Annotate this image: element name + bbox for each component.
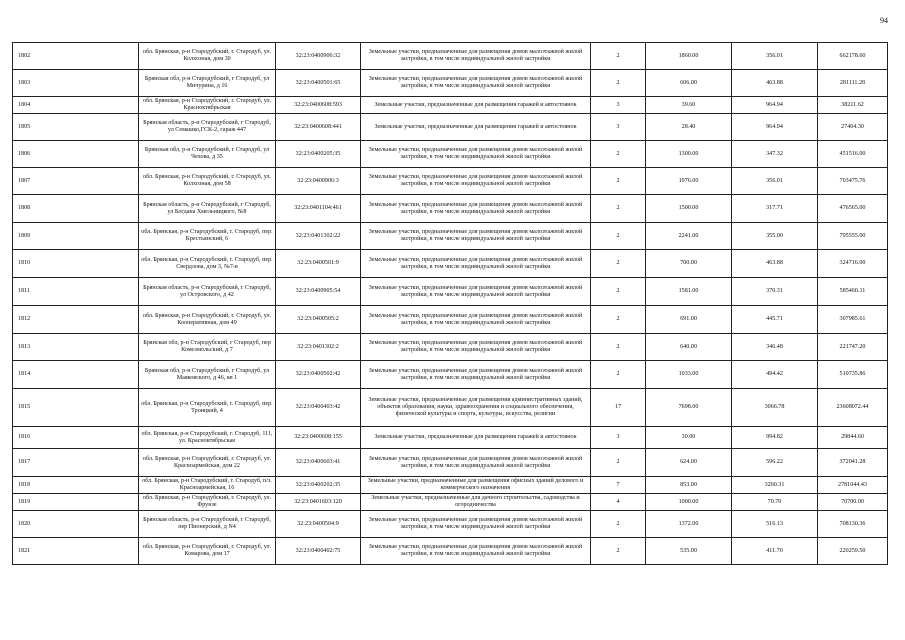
area-cell: 1033.00 <box>646 361 732 389</box>
address-cell: обл. Брянская, р-н Стародубский, г. Стародуб, пер. Свердлова, дом 3, №7-в <box>139 250 276 278</box>
specific-value-cell: 3260.31 <box>732 477 818 494</box>
address-cell: Брянская область, р-н Стародубский, г Стародуб, пер Пионерский, д N4 <box>139 511 276 538</box>
use-class-cell: 2 <box>591 278 646 306</box>
area-cell: 1976.00 <box>646 168 732 195</box>
table-row <box>13 427 888 449</box>
use-class-cell: 2 <box>591 361 646 389</box>
address-cell: обл. Брянская, р-н Стародубский, г. Стародуб, ул. Комарова, дом 17 <box>139 538 276 565</box>
cadastral-value-cell: 38211.62 <box>818 97 888 114</box>
address-cell: обл. Брянская, р-н Стародубский, г. Стародуб, ул. Колхозная, дом 30 <box>139 43 276 70</box>
use-class-cell: 2 <box>591 538 646 565</box>
cadastral-number-cell: 32:23:0400501:9 <box>276 250 361 278</box>
address-cell: обл. Брянская, р-н Стародубский, г. Стародуб, ул. Колхозная, дом 58 <box>139 168 276 195</box>
cadastral-number-cell: 32:23:0400608:155 <box>276 427 361 449</box>
table-row <box>13 511 888 538</box>
table-row <box>13 141 888 168</box>
table-row <box>13 195 888 223</box>
cadastral-value-cell: 221747.20 <box>818 334 888 361</box>
row-id-cell: 1809 <box>13 223 139 250</box>
land-use-cell: Земельные участки, предназначенные для размещения домов малоэтажной жилой застройки, в том числе индивидуальной жилой застройки <box>361 361 591 389</box>
row-id-cell: 1802 <box>13 43 139 70</box>
cadastral-value-cell: 307985.61 <box>818 306 888 334</box>
cadastral-number-cell: 32:23:0401302:22 <box>276 223 361 250</box>
table-row <box>13 494 888 511</box>
land-use-cell: Земельные участки, предназначенные для размещения домов малоэтажной жилой застройки, в том числе индивидуальной жилой застройки <box>361 43 591 70</box>
area-cell: 1300.00 <box>646 141 732 168</box>
row-id-cell: 1808 <box>13 195 139 223</box>
cadastral-number-cell: 32:23:0400501:65 <box>276 70 361 97</box>
table-row <box>13 306 888 334</box>
cadastral-value-cell: 510735.86 <box>818 361 888 389</box>
table-row <box>13 361 888 389</box>
area-cell: 1372.00 <box>646 511 732 538</box>
cadastral-number-cell: 32:23:0400906:32 <box>276 43 361 70</box>
address-cell: Брянская область, р-н Стародубский, г Стародуб, ул Семашко,ГСК-2, гараж 447 <box>139 114 276 141</box>
specific-value-cell: 356.01 <box>732 43 818 70</box>
row-id-cell: 1821 <box>13 538 139 565</box>
specific-value-cell: 347.32 <box>732 141 818 168</box>
land-use-cell: Земельные участки, предназначенные для размещения домов малоэтажной жилой застройки, в том числе индивидуальной жилой застройки <box>361 334 591 361</box>
row-id-cell: 1803 <box>13 70 139 97</box>
specific-value-cell: 3066.78 <box>732 389 818 427</box>
row-id-cell: 1811 <box>13 278 139 306</box>
land-use-cell: Земельные участки, предназначенные для размещения домов малоэтажной жилой застройки, в том числе индивидуальной жилой застройки <box>361 511 591 538</box>
cadastral-value-cell: 703475.76 <box>818 168 888 195</box>
area-cell: 30.00 <box>646 427 732 449</box>
row-id-cell: 1806 <box>13 141 139 168</box>
row-id-cell: 1810 <box>13 250 139 278</box>
table-body <box>13 43 888 565</box>
table-row <box>13 278 888 306</box>
area-cell: 640.00 <box>646 334 732 361</box>
specific-value-cell: 964.94 <box>732 97 818 114</box>
use-class-cell: 2 <box>591 449 646 477</box>
land-use-cell: Земельные участки, предназначенные для размещения домов малоэтажной жилой застройки, в том числе индивидуальной жилой застройки <box>361 306 591 334</box>
land-use-cell: Земельные участки, предназначенные для дачного строительства, садоводства и огородничества <box>361 494 591 511</box>
specific-value-cell: 355.00 <box>732 223 818 250</box>
use-class-cell: 2 <box>591 141 646 168</box>
area-cell: 700.00 <box>646 250 732 278</box>
cadastral-number-cell: 32:23:0400403:42 <box>276 389 361 427</box>
cadastral-value-cell: 220259.50 <box>818 538 888 565</box>
row-id-cell: 1819 <box>13 494 139 511</box>
use-class-cell: 3 <box>591 427 646 449</box>
row-id-cell: 1820 <box>13 511 139 538</box>
cadastral-value-cell: 795555.00 <box>818 223 888 250</box>
table-row <box>13 43 888 70</box>
use-class-cell: 2 <box>591 334 646 361</box>
area-cell: 624.00 <box>646 449 732 477</box>
land-use-cell: Земельные участки, предназначенные для размещения гаражей и автостоянок <box>361 97 591 114</box>
use-class-cell: 3 <box>591 97 646 114</box>
address-cell: обл. Брянская, р-н Стародубский, г. Стародуб, п/з. Красноармейская, 16 <box>139 477 276 494</box>
specific-value-cell: 411.70 <box>732 538 818 565</box>
address-cell: Брянская область, р-н Стародубский, г Стародуб, ул Островского, д 42 <box>139 278 276 306</box>
cadastral-value-cell: 70700.00 <box>818 494 888 511</box>
row-id-cell: 1805 <box>13 114 139 141</box>
row-id-cell: 1817 <box>13 449 139 477</box>
cadastral-number-cell: 32:23:0400202:35 <box>276 477 361 494</box>
land-use-cell: Земельные участки, предназначенные для размещения домов малоэтажной жилой застройки, в том числе индивидуальной жилой застройки <box>361 250 591 278</box>
page-number: 94 <box>880 16 888 25</box>
cadastral-number-cell: 32:23:0400608:593 <box>276 97 361 114</box>
use-class-cell: 2 <box>591 306 646 334</box>
row-id-cell: 1816 <box>13 427 139 449</box>
use-class-cell: 2 <box>591 195 646 223</box>
table-row <box>13 223 888 250</box>
address-cell: обл. Брянская, р-н Стародубский, г. Стародуб, ул. Кооперативная, дом 49 <box>139 306 276 334</box>
area-cell: 535.00 <box>646 538 732 565</box>
specific-value-cell: 516.13 <box>732 511 818 538</box>
use-class-cell: 2 <box>591 168 646 195</box>
row-id-cell: 1813 <box>13 334 139 361</box>
cadastral-number-cell: 32:23:0400608:441 <box>276 114 361 141</box>
specific-value-cell: 494.42 <box>732 361 818 389</box>
use-class-cell: 2 <box>591 511 646 538</box>
row-id-cell: 1812 <box>13 306 139 334</box>
cadastral-value-cell: 372041.28 <box>818 449 888 477</box>
land-use-cell: Земельные участки, предназначенные для размещения домов малоэтажной жилой застройки, в том числе индивидуальной жилой застройки <box>361 449 591 477</box>
table-row <box>13 250 888 278</box>
cadastral-number-cell: 32:23:0401603:120 <box>276 494 361 511</box>
row-id-cell: 1814 <box>13 361 139 389</box>
address-cell: обл. Брянская, р-н Стародубский, г. Стародуб, ул. Красноармейская, дом 22 <box>139 449 276 477</box>
area-cell: 1000.00 <box>646 494 732 511</box>
cadastral-number-cell: 32:23:0400205:35 <box>276 141 361 168</box>
cadastral-value-cell: 2781044.43 <box>818 477 888 494</box>
use-class-cell: 2 <box>591 223 646 250</box>
use-class-cell: 4 <box>591 494 646 511</box>
table-row <box>13 168 888 195</box>
cadastral-value-cell: 451516.00 <box>818 141 888 168</box>
area-cell: 39.60 <box>646 97 732 114</box>
area-cell: 606.00 <box>646 70 732 97</box>
table-row <box>13 389 888 427</box>
cadastral-number-cell: 32:23:0401302:2 <box>276 334 361 361</box>
cadastral-value-cell: 23608072.44 <box>818 389 888 427</box>
address-cell: обл. Брянская, р-н Стародубский, г. Стародуб, ул. Фрунзе <box>139 494 276 511</box>
address-cell: Брянская обл, р-н Стародубский, г Стародуб, ул Маяковского, д 46, кв 1 <box>139 361 276 389</box>
cadastral-value-cell: 585460.11 <box>818 278 888 306</box>
land-use-cell: Земельные участки, предназначенные для размещения домов малоэтажной жилой застройки, в том числе индивидуальной жилой застройки <box>361 141 591 168</box>
cadastral-number-cell: 32:23:0400905:54 <box>276 278 361 306</box>
cadastral-value-cell: 27404.30 <box>818 114 888 141</box>
address-cell: обл. Брянская, р-н Стародубский, г. Стародуб, 111, ул. Красноктябрьская <box>139 427 276 449</box>
cadastral-number-cell: 32:23:0400505:2 <box>276 306 361 334</box>
use-class-cell: 3 <box>591 114 646 141</box>
area-cell: 28.40 <box>646 114 732 141</box>
row-id-cell: 1804 <box>13 97 139 114</box>
cadastral-value-cell: 662178.60 <box>818 43 888 70</box>
cadastral-number-cell: 32:23:0400504:9 <box>276 511 361 538</box>
specific-value-cell: 994.82 <box>732 427 818 449</box>
cadastral-value-cell: 476565.00 <box>818 195 888 223</box>
cadastral-number-cell: 32:23:0401104:461 <box>276 195 361 223</box>
specific-value-cell: 596.22 <box>732 449 818 477</box>
specific-value-cell: 964.94 <box>732 114 818 141</box>
cadastral-value-cell: 708130.36 <box>818 511 888 538</box>
area-cell: 7698.00 <box>646 389 732 427</box>
specific-value-cell: 463.88 <box>732 250 818 278</box>
use-class-cell: 17 <box>591 389 646 427</box>
cadastral-number-cell: 32:23:0400906:3 <box>276 168 361 195</box>
row-id-cell: 1818 <box>13 477 139 494</box>
land-use-cell: Земельные участки, предназначенные для размещения домов малоэтажной жилой застройки, в том числе индивидуальной жилой застройки <box>361 70 591 97</box>
specific-value-cell: 317.71 <box>732 195 818 223</box>
land-use-cell: Земельные участки, предназначенные для размещения административных зданий, объектов образования, науки, здравоохранения и социального обеспечения, физической культуры и спорта, культуры, искусства, религии <box>361 389 591 427</box>
address-cell: обл. Брянская, р-н Стародубский, г. Стародуб, пер. Троицкий, 4 <box>139 389 276 427</box>
table-row <box>13 334 888 361</box>
address-cell: Брянская обл, р-н Стародубский, г Стародуб, ул Мичурина, д 16 <box>139 70 276 97</box>
use-class-cell: 2 <box>591 250 646 278</box>
cadastral-number-cell: 32:23:0400402:75 <box>276 538 361 565</box>
area-cell: 1860.00 <box>646 43 732 70</box>
cadastral-value-cell: 281111.28 <box>818 70 888 97</box>
area-cell: 1581.00 <box>646 278 732 306</box>
row-id-cell: 1807 <box>13 168 139 195</box>
table-row <box>13 449 888 477</box>
table-row <box>13 97 888 114</box>
address-cell: обл. Брянская, р-н Стародубский, г. Стародуб, пер. Крестьянский, 6 <box>139 223 276 250</box>
address-cell: Брянская область, р-н Стародубский, г Стародуб, ул Богдана Хмельницкого, №8 <box>139 195 276 223</box>
land-use-cell: Земельные участки, предназначенные для размещения домов малоэтажной жилой застройки, в том числе индивидуальной жилой застройки <box>361 538 591 565</box>
specific-value-cell: 463.88 <box>732 70 818 97</box>
address-cell: обл. Брянская, р-н Стародубский, г. Стародуб, ул. Красноктябрьская <box>139 97 276 114</box>
cadastral-value-cell: 324716.00 <box>818 250 888 278</box>
specific-value-cell: 70.70 <box>732 494 818 511</box>
land-use-cell: Земельные участки, предназначенные для размещения гаражей и автостоянок <box>361 427 591 449</box>
area-cell: 691.00 <box>646 306 732 334</box>
land-use-cell: Земельные участки, предназначенные для размещения домов малоэтажной жилой застройки, в том числе индивидуальной жилой застройки <box>361 195 591 223</box>
specific-value-cell: 445.71 <box>732 306 818 334</box>
specific-value-cell: 356.01 <box>732 168 818 195</box>
table-row <box>13 70 888 97</box>
cadastral-value-cell: 29844.60 <box>818 427 888 449</box>
use-class-cell: 2 <box>591 43 646 70</box>
cadastral-number-cell: 32:23:0400603:41 <box>276 449 361 477</box>
land-use-cell: Земельные участки, предназначенные для размещения офисных зданий делового и коммерческого назначения <box>361 477 591 494</box>
table-row <box>13 538 888 565</box>
row-id-cell: 1815 <box>13 389 139 427</box>
land-use-cell: Земельные участки, предназначенные для размещения гаражей и автостоянок <box>361 114 591 141</box>
land-use-cell: Земельные участки, предназначенные для размещения домов малоэтажной жилой застройки, в том числе индивидуальной жилой застройки <box>361 278 591 306</box>
specific-value-cell: 346.48 <box>732 334 818 361</box>
area-cell: 853.00 <box>646 477 732 494</box>
land-use-cell: Земельные участки, предназначенные для размещения домов малоэтажной жилой застройки, в том числе индивидуальной жилой застройки <box>361 168 591 195</box>
address-cell: Брянская обл, р-н Стародубский, г Стародуб, пер Комсомольский, д 7 <box>139 334 276 361</box>
cadastral-number-cell: 32:23:0400502:42 <box>276 361 361 389</box>
land-use-cell: Земельные участки, предназначенные для размещения домов малоэтажной жилой застройки, в том числе индивидуальной жилой застройки <box>361 223 591 250</box>
cadastral-value-table <box>12 42 888 565</box>
use-class-cell: 7 <box>591 477 646 494</box>
address-cell: Брянская обл, р-н Стародубский, г Стародуб, ул Чехова, д 35 <box>139 141 276 168</box>
table-row <box>13 477 888 494</box>
area-cell: 1500.00 <box>646 195 732 223</box>
use-class-cell: 2 <box>591 70 646 97</box>
area-cell: 2241.00 <box>646 223 732 250</box>
table-row <box>13 114 888 141</box>
specific-value-cell: 370.31 <box>732 278 818 306</box>
